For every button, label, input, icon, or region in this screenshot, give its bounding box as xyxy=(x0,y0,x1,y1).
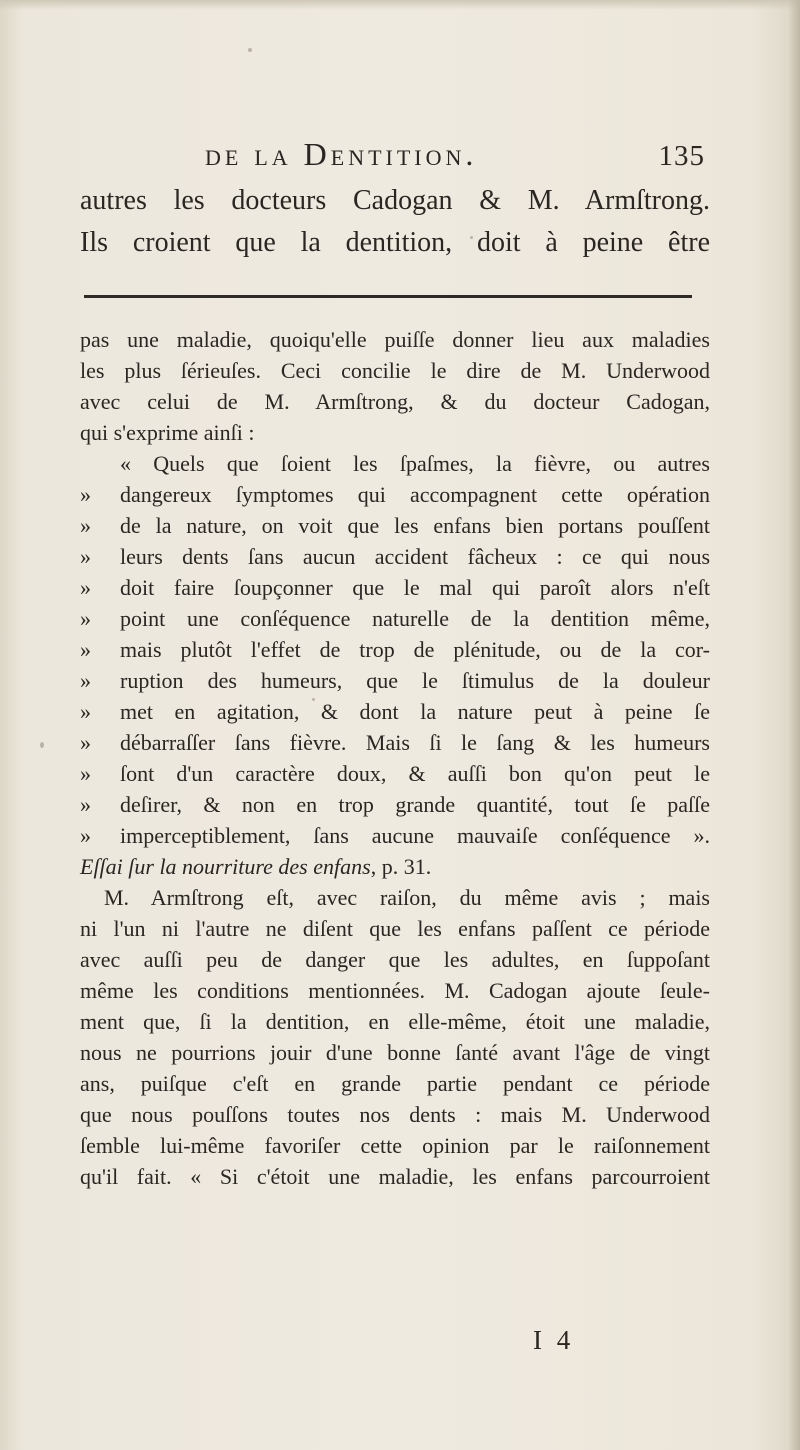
running-head xyxy=(205,136,705,172)
text-line: pas une maladie, quoiqu'elle puiſſe donner lieu aux maladies xyxy=(80,327,710,352)
quote-line xyxy=(80,789,710,820)
quote-mark: » xyxy=(80,606,91,631)
text-line: avec auſſi peu de danger que les adultes, en ſuppoſant xyxy=(80,947,710,972)
text-line: qu'il fait. « Si c'étoit une maladie, les enfans parcourroient xyxy=(80,1164,710,1189)
paper-speck xyxy=(470,236,473,239)
quote-line-text: deſirer, & non en trop grande quantité, tout ſe paſſe xyxy=(120,792,710,817)
quote-line-text: dangereux ſymptomes qui accompagnent cette opération xyxy=(120,482,710,507)
text-line: ſemble lui-même favoriſer cette opinion par le raiſonnement xyxy=(80,1133,710,1158)
paper-speck xyxy=(248,48,252,52)
quote-line-text: de la nature, on voit que les enfans bien portans pouſſent xyxy=(120,513,710,538)
quote-line xyxy=(80,634,710,665)
quote-line xyxy=(80,572,710,603)
text-line: même les conditions mentionnées. M. Cadogan ajoute ſeule- xyxy=(80,978,710,1003)
citation-line xyxy=(80,851,710,882)
text-line: qui s'exprime ainſi : xyxy=(80,420,255,445)
page-edge-top xyxy=(0,0,800,10)
quote-line-text: ſont d'un caractère doux, & auſſi bon qu'on peut le xyxy=(120,761,710,786)
quote-line-text: mais plutôt l'effet de trop de plénitude, ou de la cor- xyxy=(120,637,710,662)
quote-line xyxy=(80,479,710,510)
carry-over-line: Ils croient que la dentition, doit à peine être xyxy=(80,227,710,258)
text-line: nous ne pourrions jouir d'une bonne ſanté avant l'âge de vingt xyxy=(80,1040,710,1065)
text-line xyxy=(80,882,710,913)
quote-line-text: imperceptiblement, ſans aucune mauvaiſe conſéquence ». xyxy=(120,823,710,848)
citation-title: Eſſai ſur la nourriture des enfans xyxy=(80,854,371,879)
quote-mark: » xyxy=(80,637,91,662)
quote-line xyxy=(80,448,710,479)
section-rule xyxy=(84,295,692,298)
quote-mark: » xyxy=(80,823,91,848)
citation-page: , p. 31. xyxy=(370,854,432,879)
quote-line xyxy=(80,758,710,789)
text-line: les plus ſérieuſes. Ceci concilie le dire de M. Underwood xyxy=(80,358,710,383)
quote-mark: » xyxy=(80,544,91,569)
quotation-block xyxy=(80,448,710,851)
body-text xyxy=(80,324,710,1192)
page-number: 135 xyxy=(658,140,705,172)
paper-speck xyxy=(40,742,44,748)
quote-line-text: leurs dents ſans aucun accident fâcheux : ce qui nous xyxy=(120,544,710,569)
quote-line xyxy=(80,510,710,541)
quote-mark: » xyxy=(80,730,91,755)
quote-line-text: « Quels que ſoient les ſpaſmes, la fièvre, ou autres xyxy=(120,451,710,476)
quote-line xyxy=(80,820,710,851)
text-line: avec celui de M. Armſtrong, & du docteur Cadogan, xyxy=(80,389,710,414)
quote-line-text: met en agitation, & dont la nature peut à peine ſe xyxy=(120,699,710,724)
quote-mark: » xyxy=(80,513,91,538)
quote-line xyxy=(80,727,710,758)
text-line: que nous pouſſons toutes nos dents : mais M. Underwood xyxy=(80,1102,710,1127)
quote-line-text: doit faire ſoupçonner que le mal qui paroît alors n'eſt xyxy=(120,575,710,600)
signature-mark: I 4 xyxy=(533,1325,575,1355)
text-line-content: M. Armſtrong eſt, avec raiſon, du même avis ; mais xyxy=(104,885,710,910)
quote-line xyxy=(80,603,710,634)
quote-mark: » xyxy=(80,699,91,724)
text-line: ment que, ſi la dentition, en elle-même, étoit une maladie, xyxy=(80,1009,710,1034)
quote-mark: » xyxy=(80,482,91,507)
carry-over-text xyxy=(80,180,710,264)
quote-line-text: débarraſſer ſans fièvre. Mais ſi le ſang & les humeurs xyxy=(120,730,710,755)
quote-line xyxy=(80,541,710,572)
quote-mark: » xyxy=(80,792,91,817)
carry-over-line: autres les docteurs Cadogan & M. Armſtrong. xyxy=(80,185,710,216)
quote-line xyxy=(80,665,710,696)
quote-line xyxy=(80,696,710,727)
page-edge-right xyxy=(788,0,800,1450)
quote-line-text: point une conſéquence naturelle de la dentition même, xyxy=(120,606,710,631)
text-line: ans, puiſque c'eſt en grande partie pendant ce période xyxy=(80,1071,710,1096)
quote-mark: » xyxy=(80,668,91,693)
running-title: de la Dentition. xyxy=(205,136,478,172)
quote-line-text: ruption des humeurs, que le ſtimulus de la douleur xyxy=(120,668,710,693)
quote-mark: » xyxy=(80,575,91,600)
quote-mark: » xyxy=(80,761,91,786)
text-line: ni l'un ni l'autre ne diſent que les enfans paſſent ce période xyxy=(80,916,710,941)
paper-speck xyxy=(312,698,315,701)
